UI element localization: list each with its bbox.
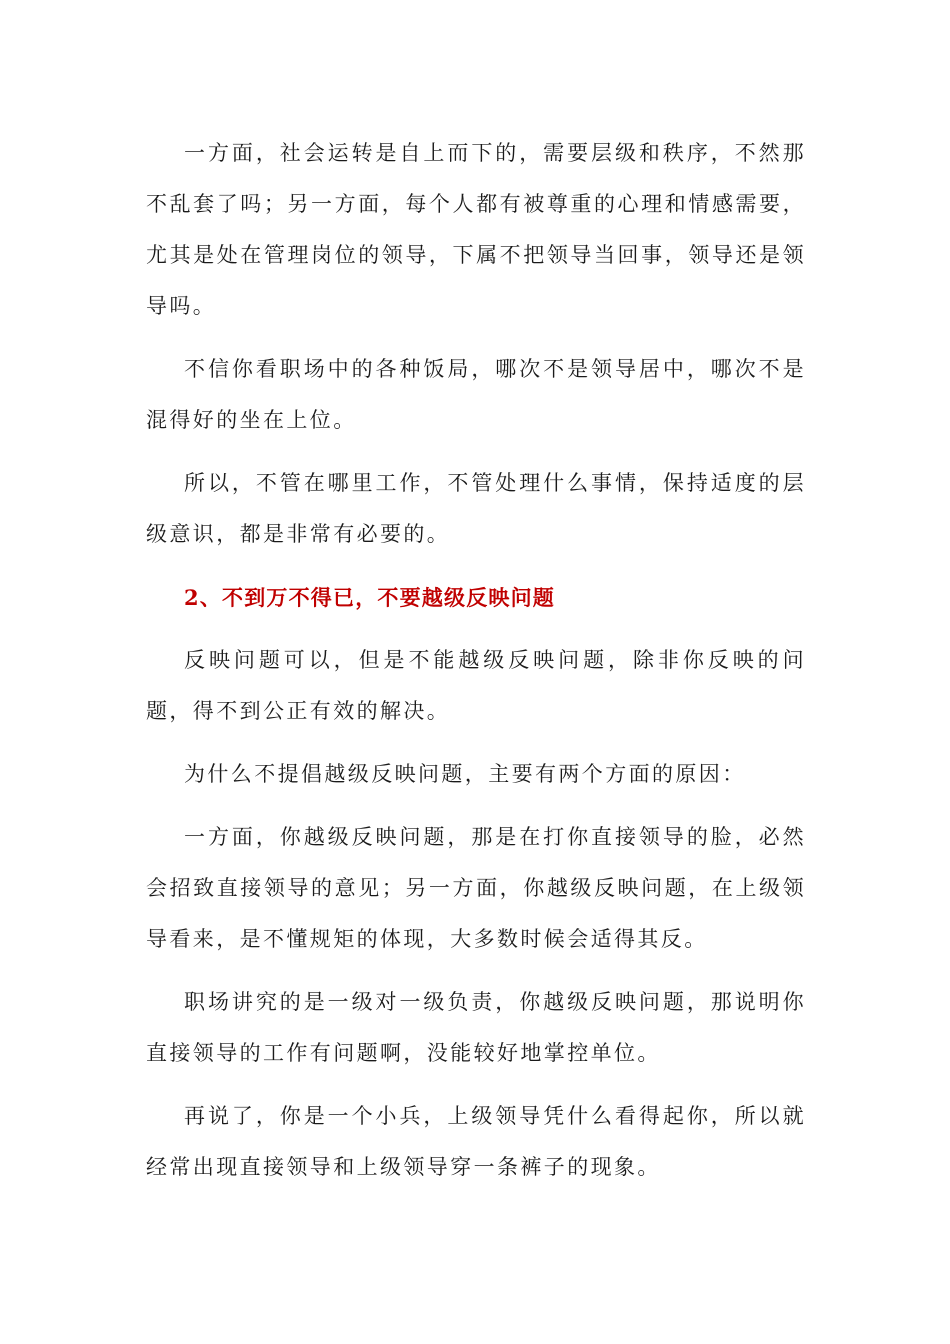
paragraph-two-reasons: 为什么不提倡越级反映问题，主要有两个方面的原因：	[184, 762, 746, 786]
paragraph-responsibility: 职场讲究的是一级对一级负责，你越级反映问题，那说明你直接领导的工作有问题啊，没能较好地掌控单位。	[146, 990, 806, 1065]
paragraph-hierarchy-conclusion: 所以，不管在哪里工作，不管处理什么事情，保持适度的层级意识，都是非常有必要的。	[146, 471, 806, 546]
paragraph-reasons-detail: 一方面，你越级反映问题，那是在打你直接领导的脸，必然会招致直接领导的意见；另一方面，你越级反映问题，在上级领导看来，是不懂规矩的体现，大多数时候会适得其反。	[146, 825, 806, 951]
document-page	[146, 128, 806, 1205]
paragraph-report-issues: 反映问题可以，但是不能越级反映问题，除非你反映的问题，得不到公正有效的解决。	[146, 648, 806, 723]
paragraph-soldier: 再说了，你是一个小兵，上级领导凭什么看得起你，所以就经常出现直接领导和上级领导穿一条裤子的现象。	[146, 1104, 806, 1179]
paragraph-hierarchy-reason: 一方面，社会运转是自上而下的，需要层级和秩序，不然那不乱套了吗；另一方面，每个人都有被尊重的心理和情感需要，尤其是处在管理岗位的领导，下属不把领导当回事，领导还是领导吗。	[146, 141, 806, 318]
section-heading: 2、不到万不得已，不要越级反映问题	[184, 585, 556, 610]
paragraph-banquet-example: 不信你看职场中的各种饭局，哪次不是领导居中，哪次不是混得好的坐在上位。	[146, 357, 806, 432]
